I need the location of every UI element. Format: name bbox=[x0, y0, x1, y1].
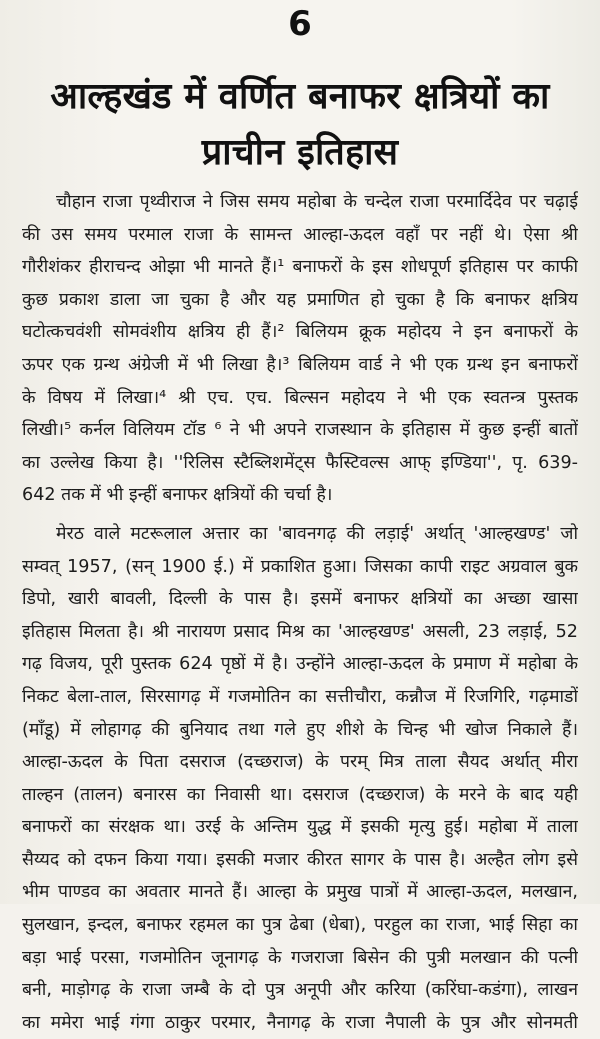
text-line: सुलखान, इन्दल, बनाफर रहमल का पुत्र ढेबा (धेबा), परहुल का राजा, भाई सिहा का bbox=[22, 915, 578, 936]
text-line: मेरठ वाले मटरूलाल अत्तार का 'बावनगढ़ की लड़ाई' अर्थात् 'आल्हखण्ड' जो bbox=[56, 523, 578, 544]
text-line: के विषय में लिखा।⁴ श्री एच. एच. बिल्सन महोदय ने भी एक स्वतन्त्र पुस्तक bbox=[22, 387, 578, 408]
text-line: डिपो, खारी बावली, दिल्ली के पास है। इसमें बनाफर क्षत्रियों का अच्छा खासा bbox=[22, 589, 578, 610]
text-line: सम्वत् 1957, (सन् 1900 ई.) में प्रकाशित हुआ। जिसका कापी राइट अग्रवाल बुक bbox=[22, 556, 578, 577]
text-line: गढ़ विजय, पूरी पुस्तक 624 पृष्ठों में है। उन्होंने आल्हा-ऊदल के प्रमाण में महोबा के bbox=[22, 654, 578, 675]
text-line: निकट बेला-ताल, सिरसागढ़ में गजमोतिन का सत्तीचौरा, कन्नौज में रिजगिरि, गढ़माडों bbox=[22, 686, 578, 707]
text-line: का उल्लेख किया है। ''रिलिस स्टैब्लिशमेंट्स फैस्टिवल्स आफ् इण्डिया'', पृ. 639- bbox=[22, 452, 578, 473]
text-line: घटोत्कचवंशी सोमवंशीय क्षत्रिय ही हैं।² बिलियम क्रूक महोदय ने इन बनाफरों के bbox=[22, 322, 578, 343]
text-line: बनाफरों का संरक्षक था। उरई के अन्तिम युद्ध में इसकी मृत्यु हुई। महोबा में ताला bbox=[22, 817, 578, 838]
text-line: बनी, माड़ोगढ़ के राजा जम्बै के दो पुत्र अनूपी और करिया (करिंघा-कडंगा), लाखन bbox=[22, 980, 578, 1001]
text-line: का ममेरा भाई गंगा ठाकुर परमार, नैनागढ़ के राजा नैपाली के पुत्र और सोनमती bbox=[22, 1012, 578, 1033]
chapter-number: 6 bbox=[288, 4, 312, 44]
text-line: आल्हा-ऊदल के पिता दसराज (दच्छराज) के परम् मित्र ताला सैयद अर्थात् मीरा bbox=[22, 752, 578, 773]
text-line: कुछ प्रकाश डाला जा चुका है और यह प्रमाणित हो चुका है कि बनाफर क्षत्रिय bbox=[22, 289, 578, 310]
text-line: भीम पाण्डव का अवतार मानते हैं। आल्हा के प्रमुख पात्रों में आल्हा-ऊदल, मलखान, bbox=[22, 882, 578, 903]
paragraph-2 bbox=[22, 518, 578, 1039]
text-line: बड़ा भाई परसा, गजमोतिन जूनागढ़ के गजराजा बिसेन की पुत्री मलखान की पत्नी bbox=[22, 947, 578, 968]
text-line: (माँडू) में लोहागढ़ की बुनियाद तथा गले हुए शीशे के चिन्ह भी खोज निकाले हैं। bbox=[22, 719, 578, 740]
text-line: 642 तक में भी इन्हीं बनाफर क्षत्रियों की चर्चा है। bbox=[22, 485, 333, 506]
body-text bbox=[22, 186, 578, 1039]
text-line: ऊपर एक ग्रन्थ अंग्रेजी में भी लिखा है।³ बिलियम वार्ड ने भी एक ग्रन्थ इन बनाफरों bbox=[22, 354, 578, 375]
text-line: लिखी।⁵ कर्नल विलियम टॉड ⁶ ने भी अपने राजस्थान के इतिहास में कुछ इन्हीं बातों bbox=[22, 420, 578, 441]
chapter-title-line-2: प्राचीन इतिहास bbox=[201, 132, 399, 173]
text-line: इतिहास मिलता है। श्री नारायण प्रसाद मिश्र का 'आल्हखण्ड' असली, 23 लड़ाई, 52 bbox=[22, 621, 578, 642]
text-line: गौरीशंकर हीराचन्द ओझा भी मानते हैं।¹ बनाफरों के इस शोधपूर्ण इतिहास पर काफी bbox=[22, 257, 578, 278]
text-line: सैय्यद को दफन किया गया। इसकी मजार कीरत सागर के पास है। अल्हैत लोग इसे bbox=[22, 849, 578, 870]
paragraph-1 bbox=[22, 186, 578, 512]
text-line: ताल्हन (तालन) बनारस का निवासी था। दसराज (दच्छराज) के मरने के बाद यही bbox=[22, 784, 578, 805]
text-line: चौहान राजा पृथ्वीराज ने जिस समय महोबा के चन्देल राजा परमार्दिदेव पर चढ़ाई bbox=[56, 192, 578, 212]
text-line: की उस समय परमाल राजा के सामन्त आल्हा-ऊदल वहाँ पर नहीं थे। ऐसा श्री bbox=[22, 224, 578, 245]
chapter-title-line-1: आल्हखंड में वर्णित बनाफर क्षत्रियों का bbox=[50, 76, 550, 117]
